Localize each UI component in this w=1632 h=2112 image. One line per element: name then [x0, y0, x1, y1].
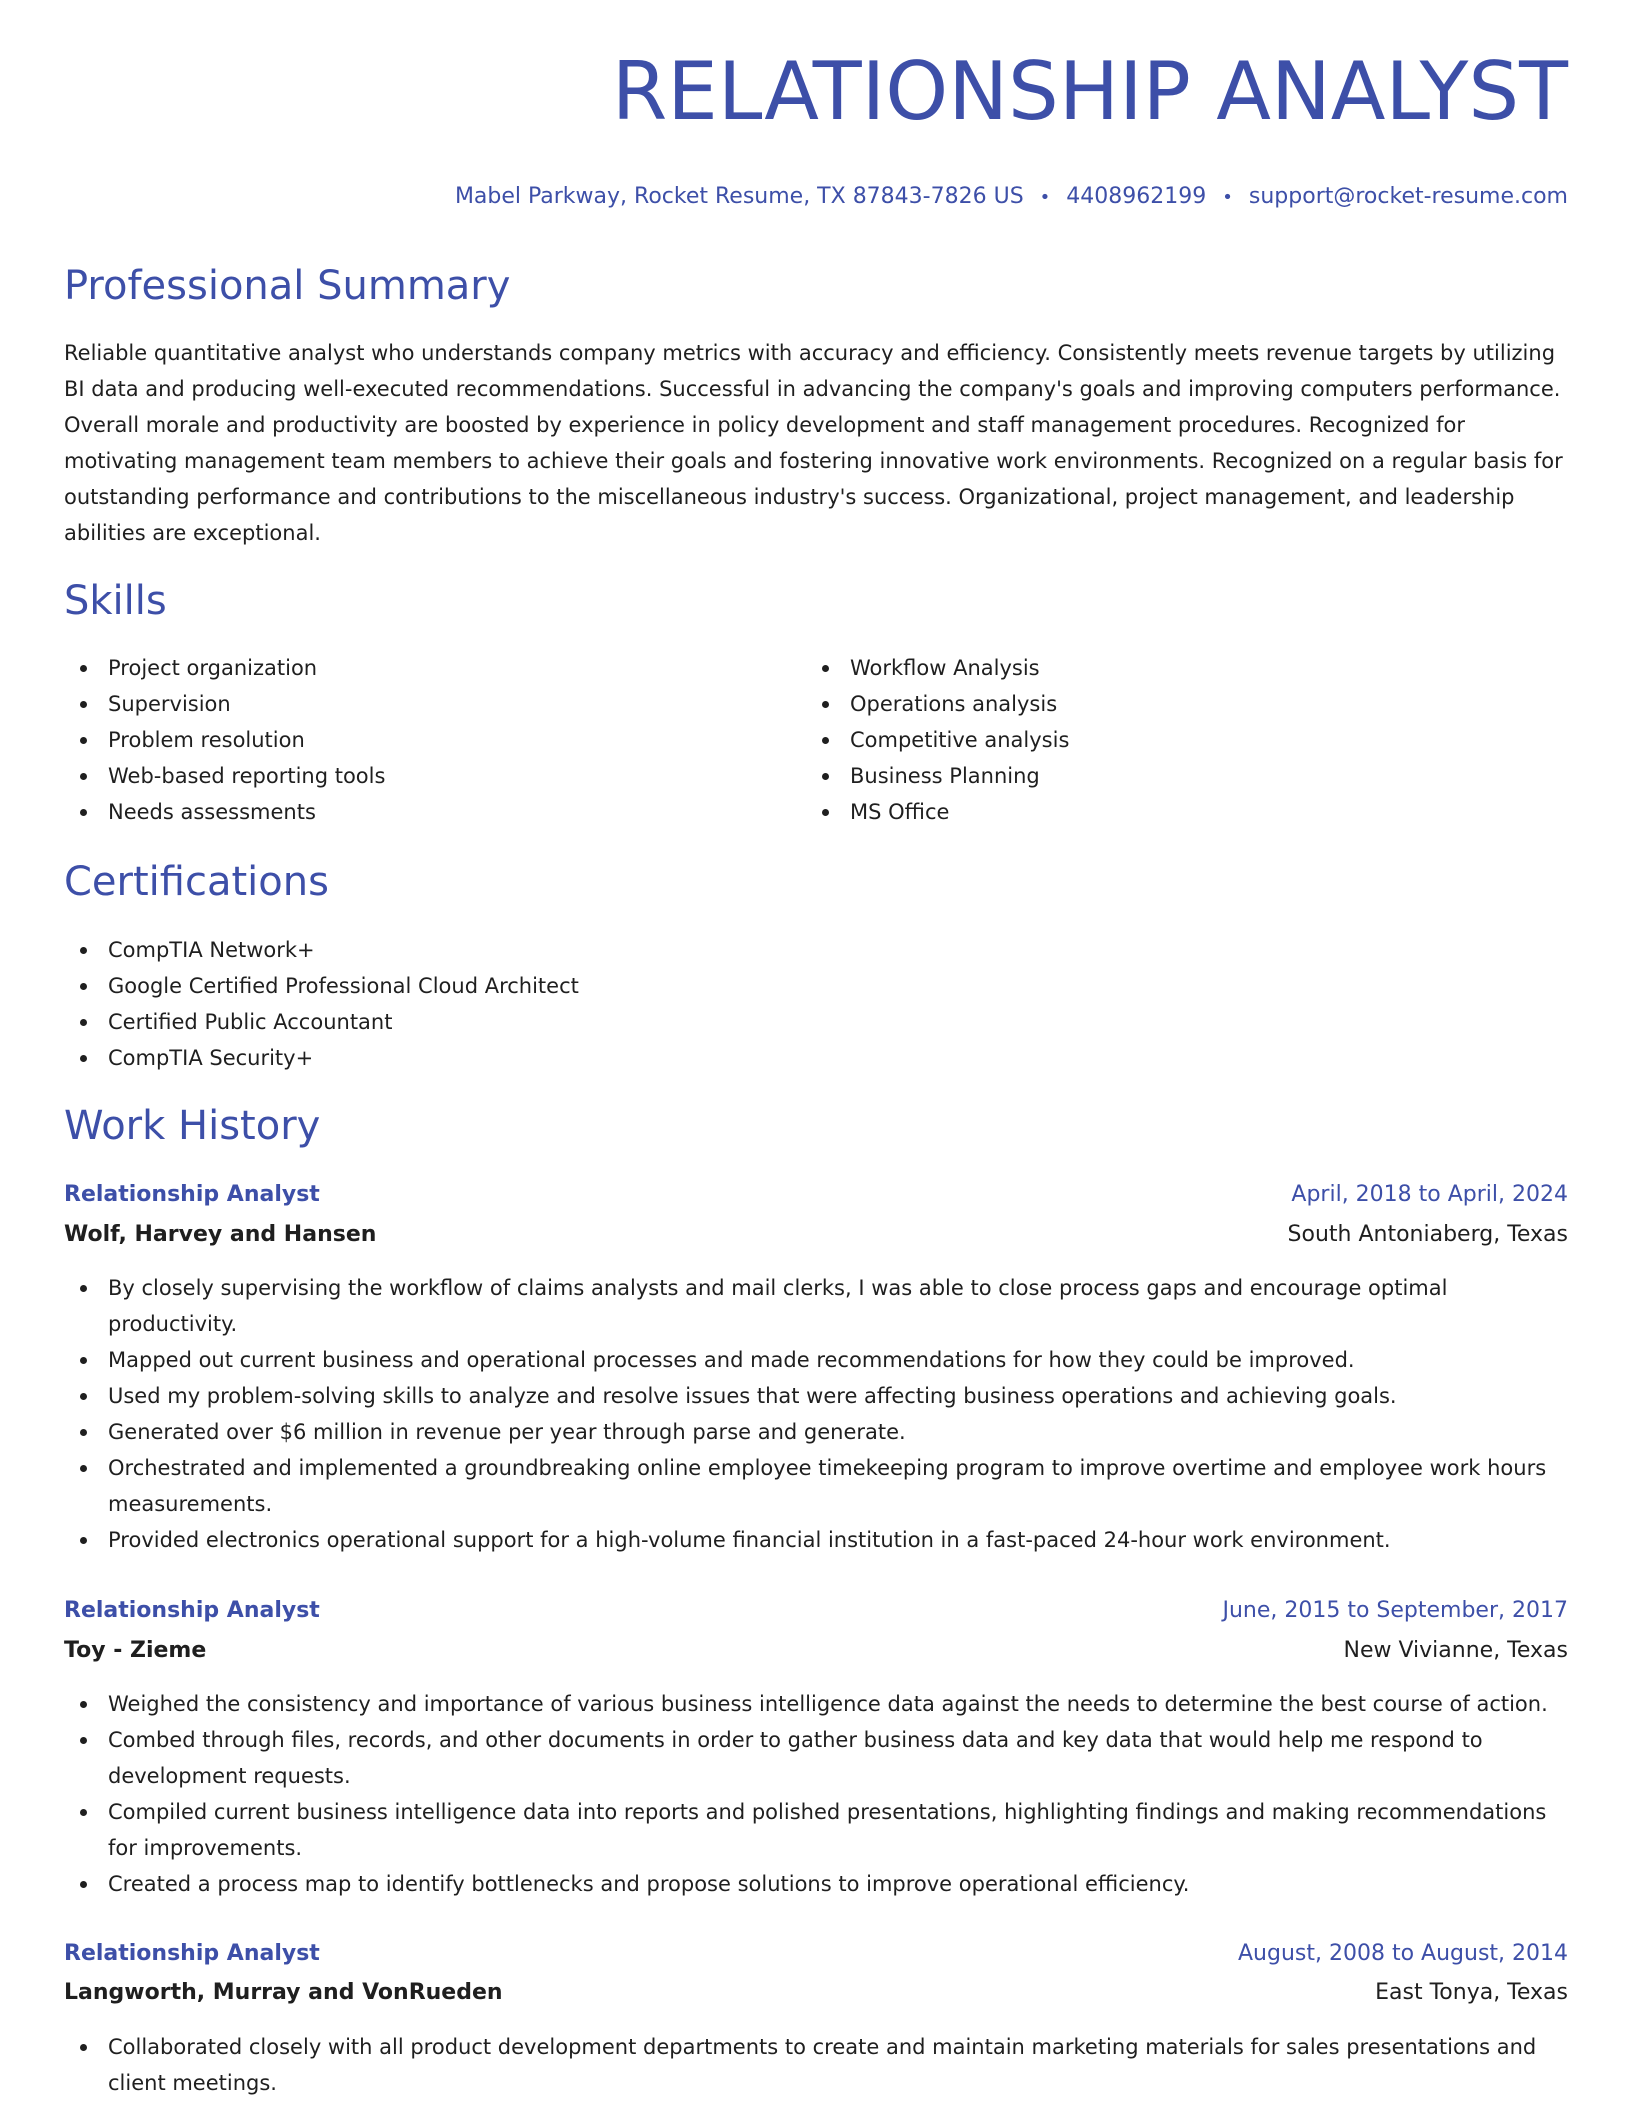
job-dates: June, 2015 to September, 2017 — [1222, 1598, 1568, 1623]
job-bullet-text: Orchestrated and implemented a groundbreaking online employee timekeeping program to improve overtime and employee work hours measurements. — [108, 1456, 1547, 1516]
bullet-icon — [80, 737, 87, 744]
list-item — [64, 1722, 1568, 1794]
job-company: Wolf, Harvey and Hansen — [64, 1222, 377, 1247]
skills-list-left — [64, 650, 804, 830]
bullet-icon — [80, 1537, 87, 1544]
job-bullets — [64, 2029, 1568, 2101]
list-item — [64, 1004, 1568, 1040]
job-bullet-text: Weighed the consistency and importance of various business intelligence data against the needs to determine the best course of action. — [108, 1692, 1548, 1716]
skills-heading: Skills — [64, 578, 167, 624]
list-item — [64, 1686, 1568, 1722]
contact-address: Mabel Parkway, Rocket Resume, TX 87843-7826 US — [454, 184, 1024, 209]
bullet-icon — [80, 947, 87, 954]
job-company: Toy - Zieme — [64, 1638, 207, 1663]
skills-list-right — [806, 650, 1546, 830]
bullet-icon — [80, 773, 87, 780]
contact-phone: 4408962199 — [1066, 184, 1207, 209]
skill-label: Operations analysis — [850, 692, 1058, 716]
skill-label: Project organization — [108, 656, 318, 680]
skill-label: Needs assessments — [108, 800, 316, 824]
job-company: Langworth, Murray and VonRueden — [64, 1980, 503, 2005]
bullet-icon — [80, 1881, 87, 1888]
bullet-icon — [80, 701, 87, 708]
list-item — [64, 1342, 1568, 1378]
bullet-icon — [80, 1429, 87, 1436]
summary-heading: Professional Summary — [64, 263, 511, 309]
bullet-icon — [80, 1357, 87, 1364]
list-item — [806, 794, 1546, 830]
list-item — [64, 758, 804, 794]
list-item — [64, 1450, 1568, 1522]
bullet-icon — [80, 1285, 87, 1292]
contact-separator: • — [1039, 187, 1051, 208]
summary-text: Reliable quantitative analyst who understands company metrics with accuracy and efficiency. Consistently meets revenue targets by utilizing BI data and producing well-executed recommendations. Successful in advancing the company's goals and improving computers performance. Overall morale and productivity are boosted by experience in policy development and staff management procedures. Recognized for motivating management team members to achieve their goals and fostering innovative work environments. Recognized on a regular basis for outstanding performance and contributions to the miscellaneous industry's success. Organizational, project management, and leadership abilities are exceptional. — [64, 341, 1563, 545]
bullet-icon — [822, 701, 829, 708]
list-item — [64, 686, 804, 722]
bullet-icon — [822, 773, 829, 780]
job-location: South Antoniaberg, Texas — [1287, 1222, 1568, 1247]
list-item — [64, 1040, 1568, 1076]
job-dates: April, 2018 to April, 2024 — [1291, 1182, 1568, 1207]
job-bullet-text: Generated over $6 million in revenue per year through parse and generate. — [108, 1420, 906, 1444]
certifications-list — [64, 932, 1568, 1076]
bullet-icon — [80, 1055, 87, 1062]
list-item — [806, 650, 1546, 686]
bullet-icon — [80, 1393, 87, 1400]
bullet-icon — [80, 809, 87, 816]
certification-label: Certified Public Accountant — [108, 1010, 393, 1034]
work-history-heading: Work History — [64, 1103, 321, 1149]
skill-label: Web-based reporting tools — [108, 764, 386, 788]
job-location: New Vivianne, Texas — [1343, 1638, 1568, 1663]
skill-label: Business Planning — [850, 764, 1040, 788]
job-bullets — [64, 1270, 1568, 1558]
list-item — [806, 758, 1546, 794]
list-item — [64, 1794, 1568, 1866]
job-bullet-text: Provided electronics operational support for a high-volume financial institution in a fast-paced 24-hour work environment. — [108, 1528, 1391, 1552]
job-bullet-text: Mapped out current business and operational processes and made recommendations for how they could be improved. — [108, 1348, 1355, 1372]
bullet-icon — [80, 2044, 87, 2051]
list-item — [64, 1414, 1568, 1450]
bullet-icon — [80, 1737, 87, 1744]
certification-label: Google Certified Professional Cloud Architect — [108, 974, 579, 998]
list-item — [64, 1270, 1568, 1342]
skill-label: MS Office — [850, 800, 950, 824]
contact-separator: • — [1222, 187, 1233, 208]
resume-title: RELATIONSHIP ANALYST — [611, 45, 1568, 138]
list-item — [64, 1866, 1568, 1902]
certifications-heading: Certifications — [64, 859, 329, 905]
list-item — [64, 932, 1568, 968]
bullet-icon — [822, 737, 829, 744]
skill-label: Competitive analysis — [850, 728, 1070, 752]
job-bullet-text: Compiled current business intelligence data into reports and polished presentations, highlighting findings and making recommendations for improvements. — [108, 1800, 1547, 1860]
job-bullet-text: Created a process map to identify bottlenecks and propose solutions to improve operational efficiency. — [108, 1872, 1190, 1896]
job-bullet-text: Collaborated closely with all product development departments to create and maintain marketing materials for sales presentations and client meetings. — [108, 2035, 1537, 2095]
job-title: Relationship Analyst — [64, 1598, 320, 1623]
job-bullet-text: Combed through files, records, and other documents in order to gather business data and key data that would help me respond to development requests. — [108, 1728, 1483, 1788]
bullet-icon — [822, 665, 829, 672]
list-item — [64, 1378, 1568, 1414]
list-item — [64, 650, 804, 686]
bullet-icon — [80, 665, 87, 672]
job-bullet-text: Used my problem-solving skills to analyze and resolve issues that were affecting business operations and achieving goals. — [108, 1384, 1397, 1408]
job-title: Relationship Analyst — [64, 1182, 320, 1207]
bullet-icon — [80, 983, 87, 990]
list-item — [64, 968, 1568, 1004]
contact-line — [455, 182, 1568, 213]
list-item — [64, 794, 804, 830]
skill-label: Supervision — [108, 692, 231, 716]
bullet-icon — [822, 809, 829, 816]
certification-label: CompTIA Security+ — [108, 1046, 314, 1070]
skill-label: Workflow Analysis — [850, 656, 1040, 680]
bullet-icon — [80, 1701, 87, 1708]
bullet-icon — [80, 1019, 87, 1026]
bullet-icon — [80, 1465, 87, 1472]
contact-email[interactable]: support@rocket-resume.com — [1248, 184, 1568, 209]
list-item — [806, 722, 1546, 758]
job-title: Relationship Analyst — [64, 1941, 320, 1966]
list-item — [64, 2029, 1568, 2101]
job-bullets — [64, 1686, 1568, 1902]
bullet-icon — [80, 1809, 87, 1816]
job-location: East Tonya, Texas — [1375, 1980, 1568, 2005]
certification-label: CompTIA Network+ — [108, 938, 315, 962]
list-item — [64, 1522, 1568, 1558]
skill-label: Problem resolution — [108, 728, 305, 752]
job-bullet-text: By closely supervising the workflow of claims analysts and mail clerks, I was able to close process gaps and encourage optimal productivity. — [108, 1276, 1448, 1336]
list-item — [64, 722, 804, 758]
list-item — [806, 686, 1546, 722]
job-dates: August, 2008 to August, 2014 — [1238, 1941, 1568, 1966]
